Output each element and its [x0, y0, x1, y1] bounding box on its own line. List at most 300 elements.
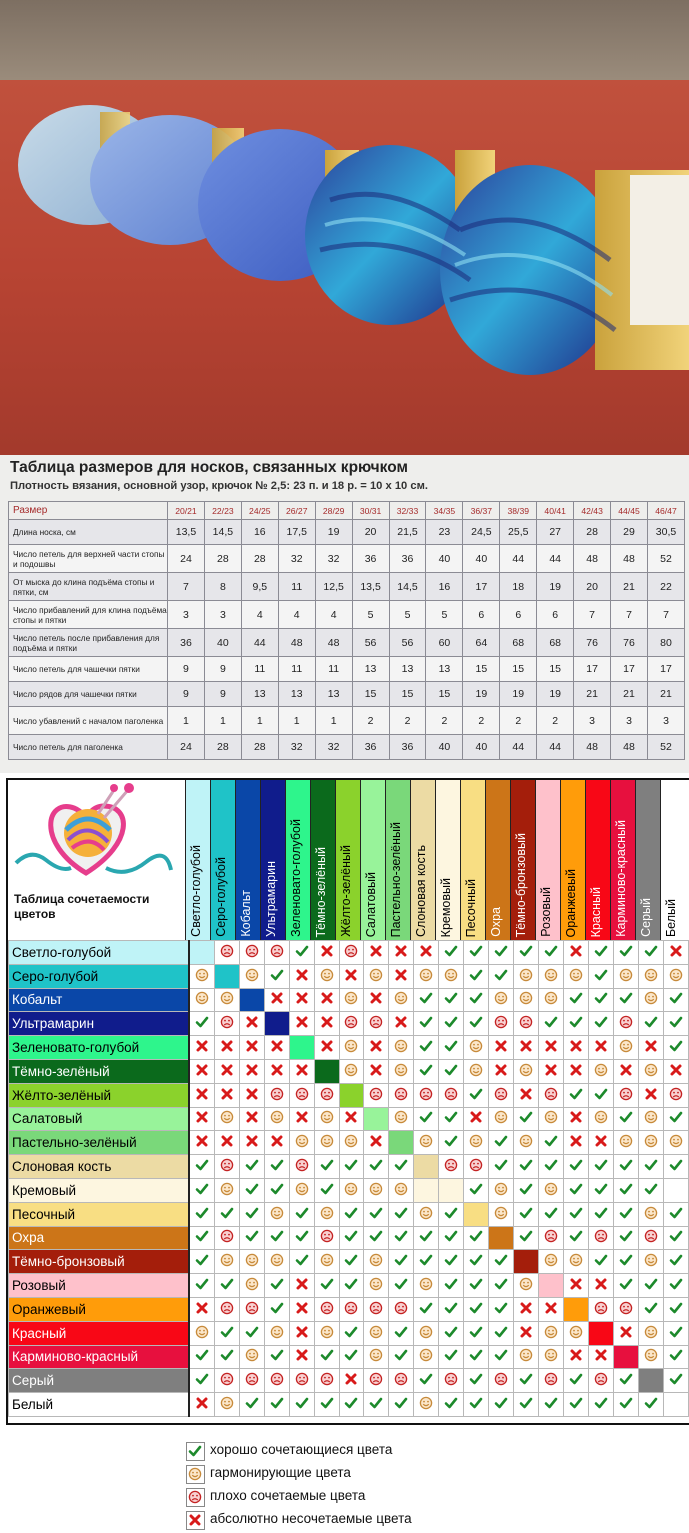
- compat-cell: [589, 1202, 614, 1226]
- compat-col-header-label: Светло-голубой: [189, 845, 203, 937]
- compat-cell: [364, 964, 389, 988]
- compat-cell: [264, 1393, 289, 1417]
- compat-col-header: [335, 780, 361, 940]
- compat-cell: [439, 1369, 464, 1393]
- cross-icon: [569, 1110, 583, 1124]
- cross-icon: [619, 1063, 633, 1077]
- size-cell: 3: [574, 707, 611, 735]
- compat-col-header: [310, 780, 336, 940]
- compat-cell: [539, 1274, 564, 1298]
- size-cell: 28: [574, 520, 611, 545]
- compat-row: [9, 1250, 689, 1274]
- compat-cell: [489, 1083, 514, 1107]
- compat-cell: [289, 1202, 314, 1226]
- compat-cell: [214, 1202, 239, 1226]
- compat-cell: [414, 1202, 439, 1226]
- compat-col-header: [410, 780, 436, 940]
- compat-row: [9, 1178, 689, 1202]
- smile-icon: [195, 1325, 209, 1339]
- compat-cell: [638, 1131, 663, 1155]
- compat-cell: [638, 1083, 663, 1107]
- compat-cell: [289, 1131, 314, 1155]
- compat-cell: [339, 1155, 364, 1179]
- cross-icon: [644, 1087, 658, 1101]
- check-icon: [245, 1229, 259, 1243]
- check-icon: [419, 1039, 433, 1053]
- compat-cell: [539, 1321, 564, 1345]
- check-icon: [544, 1396, 558, 1410]
- compat-cell: [614, 1393, 639, 1417]
- compat-col-header-label: Тёмно-бронзовый: [514, 832, 528, 937]
- cross-icon: [295, 1301, 309, 1315]
- cross-icon: [245, 1039, 259, 1053]
- sad-icon: [544, 1372, 558, 1386]
- compat-cell: [539, 1393, 564, 1417]
- compat-cell: [514, 1107, 539, 1131]
- size-row-label: Число прибавлений для клина подъёма стопы и пятки: [9, 601, 168, 629]
- check-icon: [270, 968, 284, 982]
- compat-col-header-label: Серо-голубой: [214, 857, 228, 937]
- compat-cell: [389, 1369, 414, 1393]
- check-icon: [644, 1015, 658, 1029]
- size-cell: 44: [500, 545, 537, 573]
- compat-cell: [364, 1178, 389, 1202]
- compat-cell: [389, 1393, 414, 1417]
- compat-cell: [189, 1012, 214, 1036]
- cross-icon: [569, 1134, 583, 1148]
- compat-cell: [489, 1274, 514, 1298]
- check-icon: [245, 1206, 259, 1220]
- compat-cell: [239, 1178, 264, 1202]
- compat-cell: [539, 1345, 564, 1369]
- check-icon: [519, 1110, 533, 1124]
- compat-col-header: [210, 780, 236, 940]
- size-cell: 7: [611, 601, 648, 629]
- compat-cell: [589, 1274, 614, 1298]
- compat-cell: [663, 1107, 688, 1131]
- smile-icon: [394, 991, 408, 1005]
- compat-cell: [439, 1155, 464, 1179]
- compat-cell: [464, 1274, 489, 1298]
- sad-icon: [619, 1301, 633, 1315]
- compat-cell: [364, 1369, 389, 1393]
- compat-cell: [539, 1012, 564, 1036]
- check-icon: [569, 1182, 583, 1196]
- compat-cell: [638, 941, 663, 965]
- size-cell: 48: [315, 629, 352, 657]
- smile-icon: [619, 1039, 633, 1053]
- check-icon: [669, 1277, 683, 1291]
- sad-icon: [245, 1372, 259, 1386]
- compat-cell: [564, 1036, 589, 1060]
- smile-icon: [569, 968, 583, 982]
- compat-cell: [189, 988, 214, 1012]
- check-icon: [669, 1015, 683, 1029]
- compat-col-header-label: Розовый: [539, 887, 553, 937]
- compat-cell: [189, 1107, 214, 1131]
- size-cell: 3: [168, 601, 205, 629]
- compat-cell: [539, 1226, 564, 1250]
- compat-cell: [464, 1107, 489, 1131]
- compat-cell: [514, 988, 539, 1012]
- size-cell: 12,5: [315, 573, 352, 601]
- size-cell: 44: [537, 545, 574, 573]
- compat-cell: [663, 941, 688, 965]
- check-icon: [669, 1372, 683, 1386]
- cross-icon: [295, 1348, 309, 1362]
- size-row: [9, 601, 685, 629]
- size-cell: 9,5: [241, 573, 278, 601]
- compat-cell: [239, 1274, 264, 1298]
- sad-icon: [270, 1087, 284, 1101]
- compat-cell: [489, 1178, 514, 1202]
- compat-col-header: [460, 780, 486, 940]
- compat-cell: [389, 941, 414, 965]
- cross-icon: [245, 1087, 259, 1101]
- compat-cell: [264, 1250, 289, 1274]
- compat-cell: [663, 1297, 688, 1321]
- compat-cell: [614, 1226, 639, 1250]
- cross-icon: [594, 1134, 608, 1148]
- cross-icon: [344, 1372, 358, 1386]
- sad-icon: [220, 944, 234, 958]
- sad-icon: [220, 1372, 234, 1386]
- compat-cell: [663, 1393, 688, 1417]
- sad-icon: [220, 1015, 234, 1029]
- compat-cell: [589, 1250, 614, 1274]
- cross-icon: [245, 1063, 259, 1077]
- compat-row-label: Серо-голубой: [9, 964, 189, 988]
- size-cell: 28: [241, 735, 278, 760]
- compat-cell: [638, 1369, 663, 1393]
- compat-cell: [389, 1131, 414, 1155]
- compat-cell: [239, 1155, 264, 1179]
- compat-cell: [289, 1036, 314, 1060]
- compat-row-label: Кобальт: [9, 988, 189, 1012]
- compat-cell: [289, 1274, 314, 1298]
- check-icon: [519, 1229, 533, 1243]
- smile-icon: [320, 1206, 334, 1220]
- size-row-label: Число петель для паголенка: [9, 735, 168, 760]
- compat-row-label: Песочный: [9, 1202, 189, 1226]
- check-icon: [295, 1396, 309, 1410]
- compat-row: [9, 1297, 689, 1321]
- compat-cell: [339, 1202, 364, 1226]
- check-icon: [270, 1182, 284, 1196]
- check-icon: [519, 1396, 533, 1410]
- compat-cell: [189, 1345, 214, 1369]
- compat-cell: [514, 1131, 539, 1155]
- compat-cell: [663, 1012, 688, 1036]
- compat-cell: [589, 1107, 614, 1131]
- cross-icon: [220, 1134, 234, 1148]
- check-icon: [195, 1253, 209, 1267]
- compat-row: [9, 1155, 689, 1179]
- cross-icon: [519, 1325, 533, 1339]
- compat-cell: [638, 1059, 663, 1083]
- smile-icon: [494, 1182, 508, 1196]
- compat-row-label: Салатовый: [9, 1107, 189, 1131]
- compat-cell: [539, 1178, 564, 1202]
- compat-cell: [239, 1321, 264, 1345]
- smile-icon: [344, 1134, 358, 1148]
- cross-icon: [594, 1348, 608, 1362]
- compat-cell: [589, 1155, 614, 1179]
- cross-icon: [369, 1039, 383, 1053]
- sad-icon: [344, 1015, 358, 1029]
- smile-icon: [669, 968, 683, 982]
- check-icon: [669, 1348, 683, 1362]
- size-cell: 13: [352, 657, 389, 682]
- compat-cell: [663, 1250, 688, 1274]
- size-cell: 23: [426, 520, 463, 545]
- check-icon: [669, 1229, 683, 1243]
- compat-cell: [589, 1083, 614, 1107]
- compat-cell: [589, 1321, 614, 1345]
- check-icon: [619, 991, 633, 1005]
- compat-cell: [439, 1036, 464, 1060]
- smile-icon: [494, 991, 508, 1005]
- compat-row: [9, 1012, 689, 1036]
- check-icon: [369, 1158, 383, 1172]
- size-cell: 1: [315, 707, 352, 735]
- size-cell: 13: [426, 657, 463, 682]
- compat-cell: [564, 1297, 589, 1321]
- sad-icon: [270, 1372, 284, 1386]
- size-row-label: От мыска до клина подъёма стопы и пятки, см: [9, 573, 168, 601]
- size-cell: 7: [574, 601, 611, 629]
- compat-cell: [189, 1059, 214, 1083]
- compat-cell: [638, 1036, 663, 1060]
- compat-cell: [189, 1155, 214, 1179]
- compat-cell: [389, 1059, 414, 1083]
- compat-cell: [663, 1369, 688, 1393]
- compat-cell: [464, 1297, 489, 1321]
- compat-row-label: Жёлто-зелёный: [9, 1083, 189, 1107]
- compat-cell: [314, 941, 339, 965]
- compat-cell: [514, 941, 539, 965]
- size-row: [9, 735, 685, 760]
- check-icon: [569, 1206, 583, 1220]
- smile-icon: [544, 1325, 558, 1339]
- compat-cell: [439, 1107, 464, 1131]
- check-icon: [245, 1158, 259, 1172]
- cross-icon: [195, 1301, 209, 1315]
- smile-icon: [369, 1348, 383, 1362]
- compat-cell: [614, 1036, 639, 1060]
- check-icon: [444, 1229, 458, 1243]
- compat-cell: [638, 1012, 663, 1036]
- size-cell: 13: [315, 682, 352, 707]
- compat-cell: [214, 1369, 239, 1393]
- smile-icon: [195, 991, 209, 1005]
- check-icon: [469, 1396, 483, 1410]
- compat-cell: [464, 1202, 489, 1226]
- sad-icon: [619, 1087, 633, 1101]
- compat-cell: [289, 1012, 314, 1036]
- compat-cell: [239, 964, 264, 988]
- compat-cell: [364, 1250, 389, 1274]
- compat-cell: [614, 1345, 639, 1369]
- cross-icon: [270, 991, 284, 1005]
- compat-cell: [189, 1178, 214, 1202]
- check-icon: [295, 1253, 309, 1267]
- sad-icon: [619, 1015, 633, 1029]
- size-row: [9, 629, 685, 657]
- compat-cell: [489, 988, 514, 1012]
- check-icon: [519, 1372, 533, 1386]
- check-icon: [644, 1158, 658, 1172]
- compat-cell: [264, 1321, 289, 1345]
- compat-col-header-label: Кобальт: [239, 890, 253, 937]
- compat-row: [9, 1107, 689, 1131]
- compat-table-title: Таблица сочетаемости цветов: [14, 892, 150, 921]
- compat-col-header: [535, 780, 561, 940]
- smile-icon: [270, 1325, 284, 1339]
- compat-cell: [239, 1393, 264, 1417]
- check-icon: [494, 1277, 508, 1291]
- size-cell: 2: [537, 707, 574, 735]
- check-icon: [195, 1229, 209, 1243]
- compat-row: [9, 1321, 689, 1345]
- size-table-section: [0, 455, 689, 773]
- check-icon: [394, 1277, 408, 1291]
- size-cell: 3: [204, 601, 241, 629]
- size-cell: 48: [611, 545, 648, 573]
- check-icon: [369, 1206, 383, 1220]
- sad-icon: [320, 1229, 334, 1243]
- compat-cell: [464, 1036, 489, 1060]
- check-icon: [644, 1182, 658, 1196]
- check-icon: [569, 991, 583, 1005]
- check-icon: [195, 1158, 209, 1172]
- check-icon: [419, 1253, 433, 1267]
- compat-cell: [289, 1250, 314, 1274]
- compat-cell: [264, 1155, 289, 1179]
- legend-item: [186, 1486, 486, 1508]
- compat-cell: [539, 1059, 564, 1083]
- check-icon: [245, 1396, 259, 1410]
- compat-cell: [314, 1036, 339, 1060]
- compat-cell: [663, 1274, 688, 1298]
- size-cell: 3: [611, 707, 648, 735]
- compat-cell: [663, 1178, 688, 1202]
- size-cell: 19: [537, 573, 574, 601]
- size-cell: 6: [463, 601, 500, 629]
- size-cell: 5: [389, 601, 426, 629]
- compat-cell: [439, 1393, 464, 1417]
- check-icon: [444, 1039, 458, 1053]
- compat-col-header: [585, 780, 611, 940]
- compat-cell: [489, 1036, 514, 1060]
- check-icon: [619, 1277, 633, 1291]
- compat-cell: [289, 1226, 314, 1250]
- smile-icon: [245, 1277, 259, 1291]
- size-cell: 18: [500, 573, 537, 601]
- compat-col-header-label: Пастельно-зелёный: [389, 821, 403, 937]
- check-icon: [519, 1206, 533, 1220]
- compat-cell: [389, 1155, 414, 1179]
- size-cell: 5: [426, 601, 463, 629]
- compat-cell: [614, 1059, 639, 1083]
- check-icon: [419, 1063, 433, 1077]
- check-icon: [270, 1229, 284, 1243]
- compat-row: [9, 1393, 689, 1417]
- size-cell: 19: [315, 520, 352, 545]
- compat-cell: [564, 1012, 589, 1036]
- compat-cell: [564, 1274, 589, 1298]
- compat-cell: [364, 1155, 389, 1179]
- compat-cell: [439, 1131, 464, 1155]
- smile-icon: [619, 1134, 633, 1148]
- check-icon: [419, 991, 433, 1005]
- compat-cell: [514, 1202, 539, 1226]
- check-icon: [569, 1372, 583, 1386]
- check-icon: [594, 1206, 608, 1220]
- check-icon: [444, 1301, 458, 1315]
- check-icon: [594, 1015, 608, 1029]
- compat-cell: [489, 1012, 514, 1036]
- check-icon: [419, 1015, 433, 1029]
- size-cell: 17: [611, 657, 648, 682]
- check-icon: [444, 991, 458, 1005]
- cross-icon: [295, 1110, 309, 1124]
- check-icon: [669, 991, 683, 1005]
- smile-icon: [270, 1253, 284, 1267]
- check-icon: [394, 1206, 408, 1220]
- check-icon: [270, 1396, 284, 1410]
- cross-icon: [344, 968, 358, 982]
- size-cell: 24,5: [463, 520, 500, 545]
- compat-row: [9, 1131, 689, 1155]
- cross-icon: [295, 1015, 309, 1029]
- size-cell: 1: [204, 707, 241, 735]
- smile-icon: [644, 1110, 658, 1124]
- size-cell: 36: [389, 735, 426, 760]
- compat-row-label: Охра: [9, 1226, 189, 1250]
- smile-icon: [369, 1277, 383, 1291]
- compat-cell: [663, 1059, 688, 1083]
- compat-cell: [638, 1226, 663, 1250]
- sad-icon: [594, 1229, 608, 1243]
- smile-icon: [394, 1110, 408, 1124]
- size-cell: 21: [574, 682, 611, 707]
- check-icon: [369, 1229, 383, 1243]
- compat-cell: [339, 1036, 364, 1060]
- size-cell: 32: [315, 735, 352, 760]
- cross-icon: [188, 1513, 202, 1527]
- check-icon: [619, 1110, 633, 1124]
- size-cell: 1: [241, 707, 278, 735]
- check-icon: [669, 1110, 683, 1124]
- size-cell: 21: [611, 682, 648, 707]
- compat-cell: [339, 1274, 364, 1298]
- compat-cell: [339, 1178, 364, 1202]
- size-cell: 17: [647, 657, 684, 682]
- size-cell: 76: [611, 629, 648, 657]
- size-header-cell: 40/41: [537, 502, 574, 520]
- size-cell: 15: [389, 682, 426, 707]
- smile-icon: [644, 1063, 658, 1077]
- size-cell: 2: [352, 707, 389, 735]
- compat-cell: [614, 1369, 639, 1393]
- check-icon: [469, 1301, 483, 1315]
- compat-cell: [214, 1131, 239, 1155]
- sad-icon: [519, 1015, 533, 1029]
- sad-icon: [594, 1372, 608, 1386]
- compat-cell: [189, 1274, 214, 1298]
- smile-icon: [320, 1134, 334, 1148]
